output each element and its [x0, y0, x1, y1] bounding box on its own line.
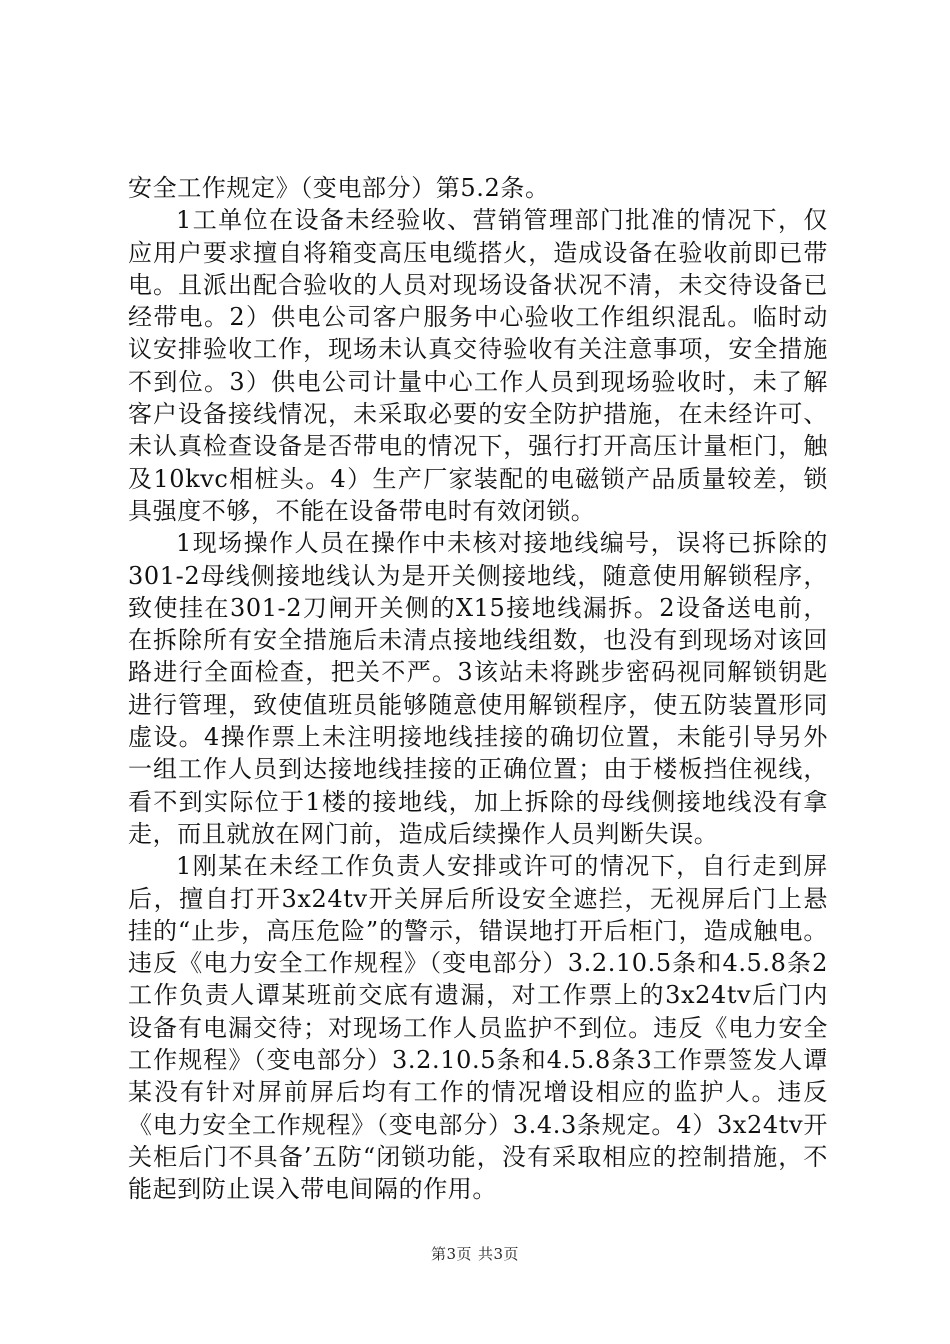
paragraph-cause-analysis-1: 1工单位在设备未经验收、营销管理部门批准的情况下，仅应用户要求擅自将箱变高压电缆搭火，造成设备在验收前即已带电。且派出配合验收的人员对现场设备状况不清，未交待设备已经带电。2）供电公司客户服务中心验收工作组织混乱。临时动议安排验收工作，现场未认真交待验收有关注意事项，安全措施不到位。3）供电公司计量中心工作人员到现场验收时，未了解客户设备接线情况，未采取必要的安全防护措施，在未经许可、未认真检查设备是否带电的情况下，强行打开高压计量柜门，触及10kvc相桩头。4）生产厂家装配的电磁锁产品质量较差，锁具强度不够，不能在设备带电时有效闭锁。 [128, 206, 828, 525]
page-number: 第3页 [430, 1245, 472, 1263]
paragraph-cause-analysis-2: 1现场操作人员在操作中未核对接地线编号，误将已拆除的301-2母线侧接地线认为是开关侧接地线，随意使用解锁程序，致使挂在301-2刀闸开关侧的X15接地线漏拆。2设备送电前，在拆除所有安全措施后未清点接地线组数，也没有到现场对该回路进行全面检查，把关不严。3该站未将跳步密码视同解锁钥匙进行管理，致使值班员能够随意使用解锁程序，使五防装置形同虚设。4操作票上未注明接地线挂接的确切位置，未能引导另外一组工作人员到达接地线挂接的正确位置；由于楼板挡住视线，看不到实际位于1楼的接地线，加上拆除的母线侧接地线没有拿走，而且就放在网门前，造成后续操作人员判断失误。 [128, 529, 828, 848]
page-total: 共3页 [478, 1245, 520, 1263]
page-footer [0, 1243, 950, 1264]
paragraph-continuation: 安全工作规定》（变电部分）第5.2条。 [128, 174, 550, 202]
document-body [128, 172, 828, 1206]
paragraph-cause-analysis-3: 1刚某在未经工作负责人安排或许可的情况下，自行走到屏后，擅自打开3x24tv开关屏后所设安全遮拦，无视屏后门上悬挂的“止步，高压危险”的警示，错误地打开后柜门，造成触电。违反《电力安全工作规程》（变电部分）3.2.10.5条和4.5.8条2工作负责人谭某班前交底有遗漏，对工作票上的3x24tv后门内设备有电漏交待；对现场工作人员监护不到位。违反《电力安全工作规程》（变电部分）3.2.10.5条和4.5.8条3工作票签发人谭某没有针对屏前屏后均有工作的情况增设相应的监护人。违反《电力安全工作规程》（变电部分）3.4.3条规定。4）3x24tv开关柜后门不具备’五防“闭锁功能，没有采取相应的控制措施，不能起到防止误入带电间隔的作用。 [128, 852, 828, 1204]
